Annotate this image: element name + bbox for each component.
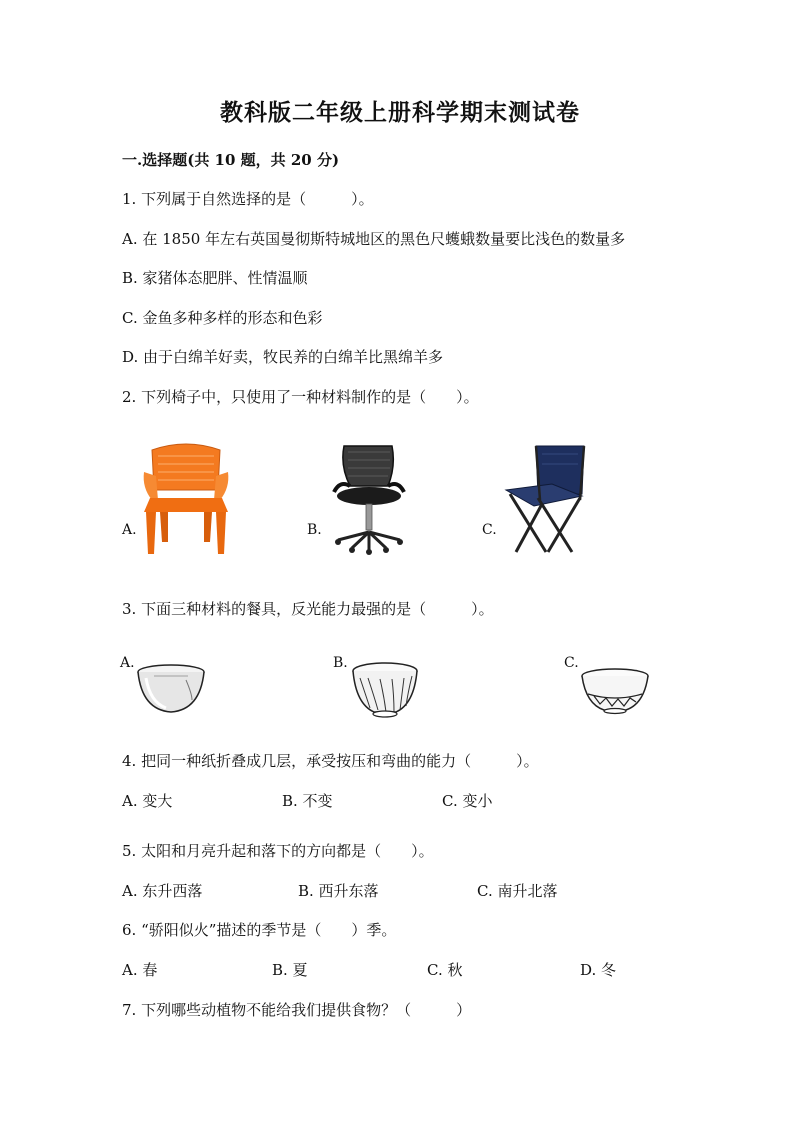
question-3-option-c-label[interactable]: C. — [564, 655, 579, 671]
question-1-stem: 1. 下列属于自然选择的是（ ）。 — [122, 190, 374, 208]
steel-bowl-image — [136, 664, 206, 714]
question-2-option-c-label[interactable]: C. — [482, 522, 497, 538]
question-3-option-b-label[interactable]: B. — [333, 655, 348, 671]
plastic-chair-image — [138, 442, 234, 558]
ceramic-bowl-image — [580, 668, 650, 714]
question-3-stem: 3. 下面三种材料的餐具，反光能力最强的是（ ）。 — [122, 600, 494, 618]
question-6-option-d[interactable]: D. 冬 — [580, 961, 617, 979]
question-1-option-c[interactable]: C. 金鱼多种多样的形态和色彩 — [122, 309, 323, 327]
question-4-stem: 4. 把同一种纸折叠成几层，承受按压和弯曲的能力（ ）。 — [122, 752, 539, 770]
section-heading: 一.选择题(共 10 题，共 20 分) — [122, 151, 340, 169]
question-4-option-b[interactable]: B. 不变 — [282, 792, 333, 810]
question-5-option-c[interactable]: C. 南升北落 — [477, 882, 558, 900]
question-1-option-a[interactable]: A. 在 1850 年左右英国曼彻斯特城地区的黑色尺蠖蛾数量要比浅色的数量多 — [122, 230, 626, 248]
wooden-bowl-image — [350, 662, 420, 718]
question-6-stem: 6. “骄阳似火”描述的季节是（ ）季。 — [122, 921, 397, 939]
question-4-option-a[interactable]: A. 变大 — [122, 792, 173, 810]
question-7-stem: 7. 下列哪些动植物不能给我们提供食物？（ ） — [122, 1001, 472, 1019]
question-2-stem: 2. 下列椅子中，只使用了一种材料制作的是（ ）。 — [122, 388, 479, 406]
question-6-option-a[interactable]: A. 春 — [122, 961, 158, 979]
question-2-option-a-label[interactable]: A. — [122, 522, 137, 538]
question-6-option-c[interactable]: C. 秋 — [427, 961, 463, 979]
question-4-option-c[interactable]: C. 变小 — [442, 792, 493, 810]
question-2-option-b-label[interactable]: B. — [307, 522, 322, 538]
office-chair-image — [330, 442, 408, 554]
question-5-stem: 5. 太阳和月亮升起和落下的方向都是（ ）。 — [122, 842, 434, 860]
question-5-option-a[interactable]: A. 东升西落 — [122, 882, 203, 900]
page-title: 教科版二年级上册科学期末测试卷 — [220, 99, 580, 126]
question-5-option-b[interactable]: B. 西升东落 — [298, 882, 379, 900]
question-3-option-a-label[interactable]: A. — [120, 655, 135, 671]
question-1-option-d[interactable]: D. 由于白绵羊好卖，牧民养的白绵羊比黑绵羊多 — [122, 348, 444, 366]
question-1-option-b[interactable]: B. 家猪体态肥胖、性情温顺 — [122, 269, 308, 287]
question-6-option-b[interactable]: B. 夏 — [272, 961, 308, 979]
folding-chair-image — [502, 444, 588, 556]
